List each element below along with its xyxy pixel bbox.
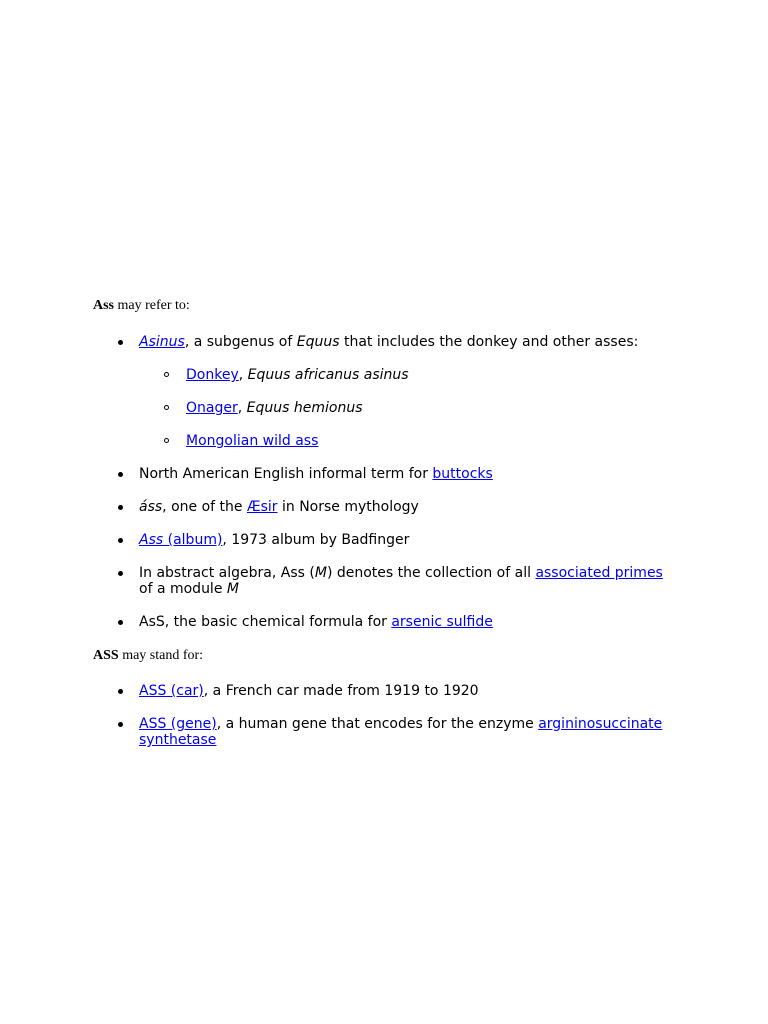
circle-bullet-icon xyxy=(164,372,169,377)
link-ass-car[interactable]: ASS (car) xyxy=(139,683,204,699)
list-item-asinus: Asinus, a subgenus of Equus that includes the donkey and other asses: xyxy=(139,334,684,350)
link-argininosuccinate-synthetase[interactable]: argininosuccinate synthetase xyxy=(139,716,663,748)
sub-item-mongolian-wild-ass xyxy=(186,433,686,449)
link-onager[interactable]: Onager xyxy=(186,400,238,416)
bullet-icon xyxy=(118,722,123,727)
list-item-arsenic: AsS, the basic chemical formula for arsenic sulfide xyxy=(139,614,684,630)
bullet-icon xyxy=(118,538,123,543)
link-aesir[interactable]: Æsir xyxy=(246,499,278,515)
term-ass: Ass xyxy=(93,298,115,313)
link-buttocks[interactable]: buttocks xyxy=(432,466,493,482)
list-item-algebra: In abstract algebra, Ass (M) denotes the collection of all associated primes of a module M xyxy=(139,565,684,597)
link-donkey[interactable]: Donkey xyxy=(186,367,239,383)
bullet-icon xyxy=(118,571,123,576)
bullet-icon xyxy=(118,505,123,510)
link-ass-gene[interactable]: ASS (gene) xyxy=(139,716,217,732)
bullet-icon xyxy=(118,340,123,345)
list-item-ass-gene: ASS (gene), a human gene that encodes for the enzyme argininosuccinate synthetase xyxy=(139,716,684,748)
bullet-icon xyxy=(118,689,123,694)
sub-item-onager: Onager, Equus hemionus xyxy=(186,400,686,416)
link-associated-primes[interactable]: associated primes xyxy=(535,565,663,581)
intro-text: may refer to: xyxy=(117,298,190,313)
circle-bullet-icon xyxy=(164,405,169,410)
list-item-album: Ass (album), 1973 album by Badfinger xyxy=(139,532,684,548)
list-item-buttocks: North American English informal term for buttocks xyxy=(139,466,684,482)
stand-for-paragraph xyxy=(93,648,203,664)
intro-paragraph xyxy=(93,298,190,314)
stand-for-text: may stand for: xyxy=(122,648,204,663)
link-arsenic-sulfide[interactable]: arsenic sulfide xyxy=(391,614,493,630)
link-asinus[interactable]: Asinus xyxy=(139,334,185,350)
bullet-icon xyxy=(118,620,123,625)
list-item-ass-norse: áss, one of the Æsir in Norse mythology xyxy=(139,499,684,515)
link-ass-album[interactable]: Ass (album) xyxy=(139,532,223,548)
bullet-icon xyxy=(118,472,123,477)
sub-item-donkey: Donkey, Equus africanus asinus xyxy=(186,367,686,383)
circle-bullet-icon xyxy=(164,438,169,443)
term-ASS: ASS xyxy=(93,648,119,663)
link-mongolian-wild-ass[interactable]: Mongolian wild ass xyxy=(186,433,319,449)
list-item-ass-car: ASS (car), a French car made from 1919 to 1920 xyxy=(139,683,684,699)
